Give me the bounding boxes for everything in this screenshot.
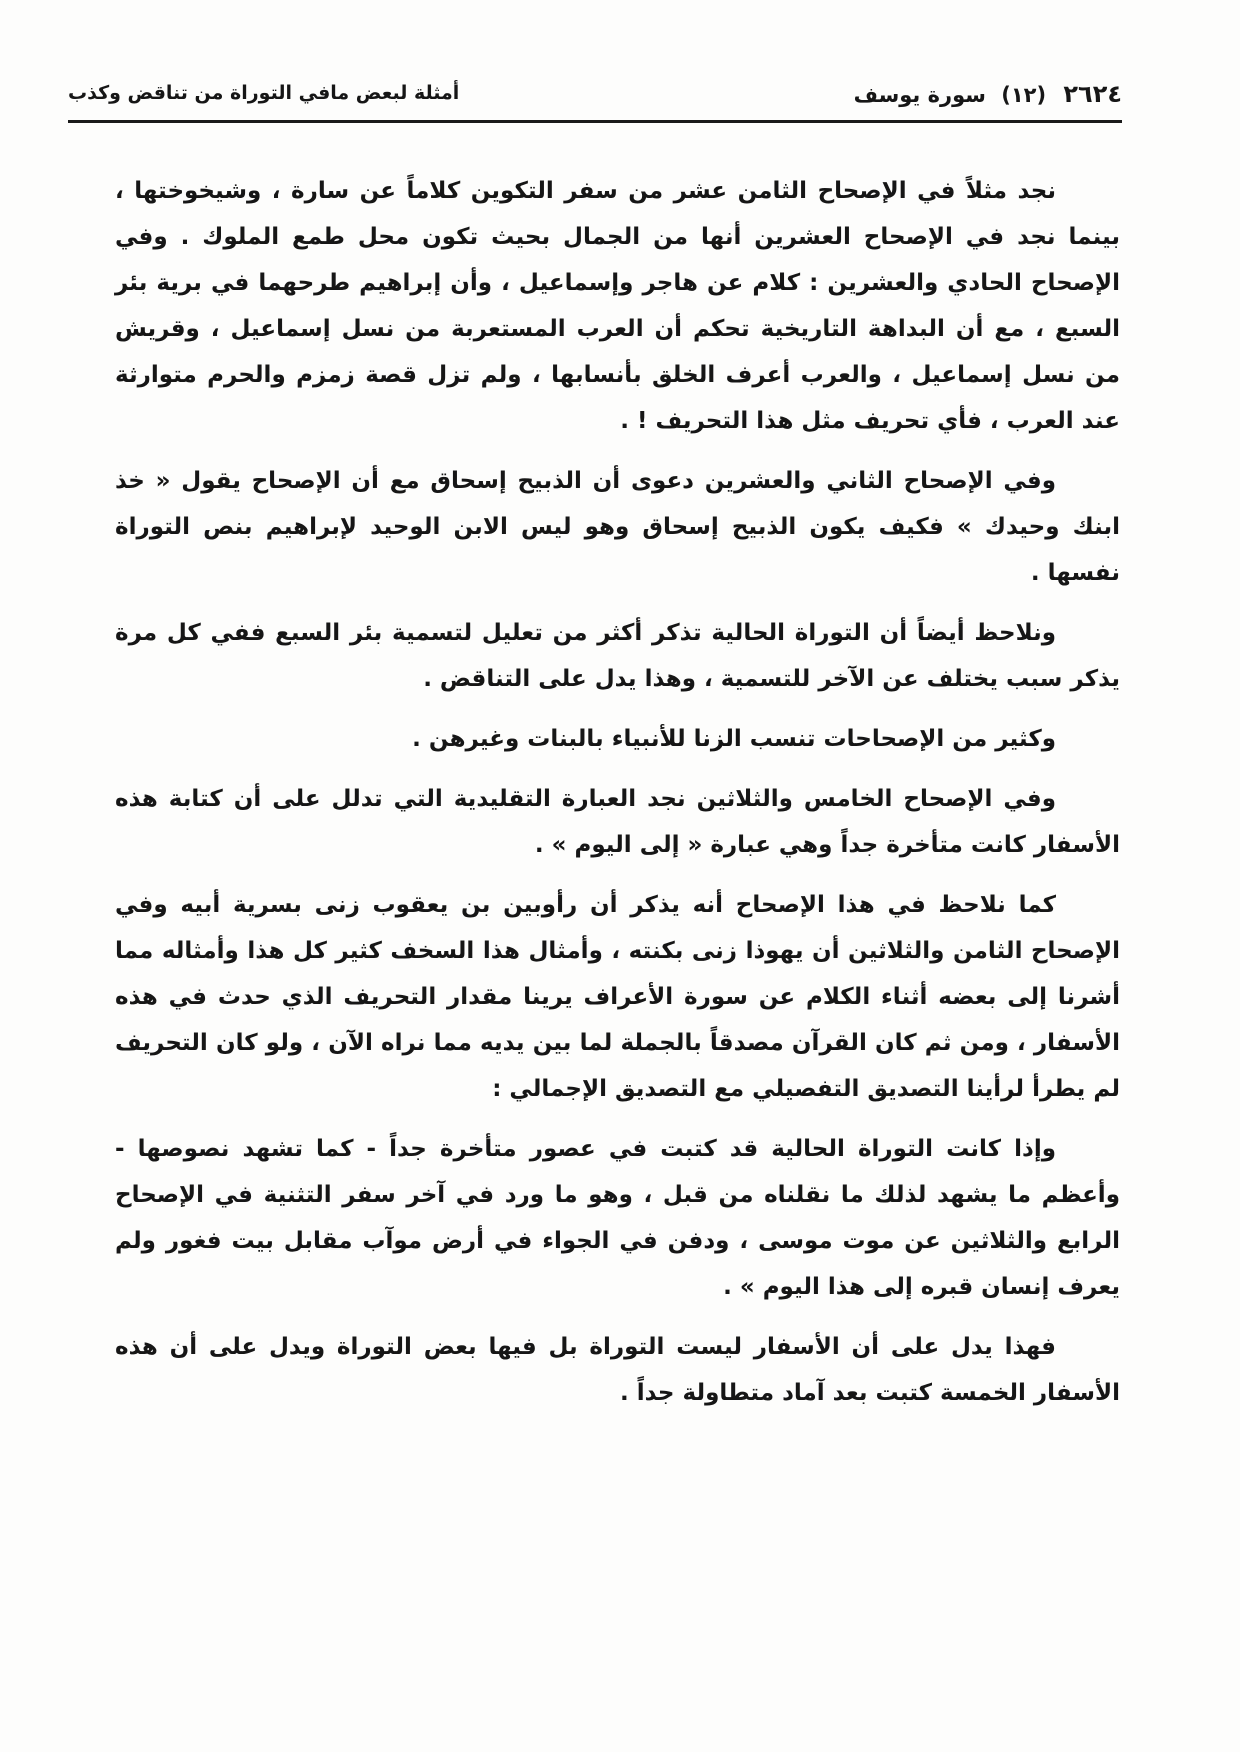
paragraph: وكثير من الإصحاحات تنسب الزنا للأنبياء بالبنات وغيرهن . — [412, 726, 1056, 752]
paragraph: نجد مثلاً في الإصحاح الثامن عشر من سفر التكوين كلاماً عن سارة ، وشيخوختها ، بينما نجد في الإصحاح العشرين أنها من الجمال بحيث تكون محل طمع الملوك . وفي الإصحاح الحادي والعشرين : كلام عن هاجر وإسماعيل ، وأن إبراهيم طرحهما في برية بئر السبع ، مع أن البداهة التاريخية تحكم أن العرب المستعربة من نسل إسماعيل ، وقريش من نسل إسماعيل ، والعرب أعرف الخلق بأنسابها ، ولم تزل قصة زمزم والحرم متوارثة عند العرب ، فأي تحريف مثل هذا التحريف ! . — [115, 178, 1120, 434]
chapter-number: (١٢) — [1001, 83, 1047, 107]
header-right-group — [854, 80, 1122, 108]
surah-name: سورة يوسف — [853, 83, 986, 107]
page-number: ٢٦٢٤ — [1063, 80, 1122, 108]
paragraph: كما نلاحظ في هذا الإصحاح أنه يذكر أن رأوبين بن يعقوب زنى بسرية أبيه وفي الإصحاح الثامن والثلاثين أن يهوذا زنى بكنته ، وأمثال هذا السخف كثير كل هذا وأمثاله مما أشرنا إلى بعضه أثناء الكلام عن سورة الأعراف يرينا مقدار التحريف الذي حدث في هذه الأسفار ، ومن ثم كان القرآن مصدقاً بالجملة لما بين يديه مما نراه الآن ، ولو كان التحريف لم يطرأ لرأينا التصديق التفصيلي مع التصديق الإجمالي : — [115, 892, 1120, 1102]
paragraph: ونلاحظ أيضاً أن التوراة الحالية تذكر أكثر من تعليل لتسمية بئر السبع ففي كل مرة يذكر سبب يختلف عن الآخر للتسمية ، وهذا يدل على التناقض . — [115, 620, 1120, 692]
paragraph: فهذا يدل على أن الأسفار ليست التوراة بل فيها بعض التوراة ويدل على أن هذه الأسفار الخمسة كتبت بعد آماد متطاولة جداً . — [115, 1334, 1120, 1406]
running-title: أمثلة لبعض مافي التوراة من تناقض وكذب — [68, 82, 460, 104]
page-body — [115, 168, 1120, 1430]
paragraph: وفي الإصحاح الخامس والثلاثين نجد العبارة التقليدية التي تدلل على أن كتابة هذه الأسفار كانت متأخرة جداً وهي عبارة « إلى اليوم » . — [115, 786, 1120, 858]
paragraph: وإذا كانت التوراة الحالية قد كتبت في عصور متأخرة جداً - كما تشهد نصوصها - وأعظم ما يشهد لذلك ما نقلناه من قبل ، وهو ما ورد في آخر سفر التثنية في الإصحاح الرابع والثلاثين عن موت موسى ، ودفن في الجواء في أرض موآب مقابل بيت فغور ولم يعرف إنسان قبره إلى هذا اليوم » . — [115, 1136, 1120, 1300]
paragraph: وفي الإصحاح الثاني والعشرين دعوى أن الذبيح إسحاق مع أن الإصحاح يقول « خذ ابنك وحيدك » فكيف يكون الذبيح إسحاق وهو ليس الابن الوحيد لإبراهيم بنص التوراة نفسها . — [115, 468, 1120, 586]
running-header — [68, 72, 1122, 123]
